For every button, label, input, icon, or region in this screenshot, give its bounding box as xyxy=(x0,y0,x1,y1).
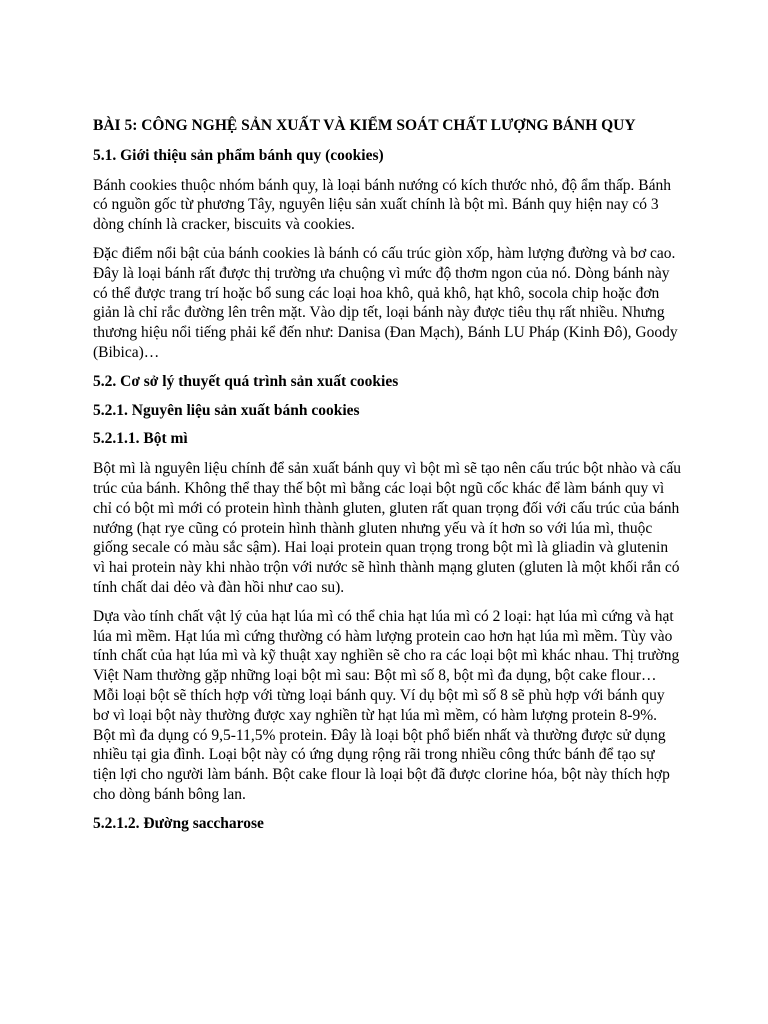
section-5-2-1-1-heading: 5.2.1.1. Bột mì xyxy=(93,430,188,448)
section-5-2-1-1-paragraph-2: Dựa vào tính chất vật lý của hạt lúa mì có thể chia hạt lúa mì có 2 loại: hạt lúa mì cứng và hạt lúa mì mềm. Hạt lúa mì cứng thường có hàm lượng protein cao hơn hạt lúa mì mềm. Tùy vào tính chất của hạt lúa mì và kỹ thuật xay nghiền sẽ cho ra các loại bột mì khác nhau. Thị trường Việt Nam thường gặp những loại bột mì sau: Bột mì số 8, bột mì đa dụng, bột cake flour… Mỗi loại bột sẽ thích hợp với từng loại bánh quy. Ví dụ bột mì số 8 sẽ phù hợp với bánh quy bơ vì loại bột này thường được xay nghiền từ hạt lúa mì mềm, có hàm lượng protein 8-9%. Bột mì đa dụng có 9,5-11,5% protein. Đây là loại bột phổ biến nhất và thường được sử dụng nhiều tại gia đình. Loại bột này có ứng dụng rộng rãi trong nhiều công thức bánh để tạo sự tiện lợi cho người làm bánh. Bột cake flour là loại bột đã được clorine hóa, bột này thích hợp cho dòng bánh bông lan. xyxy=(93,607,680,803)
section-5-1-paragraph-2: Đặc điểm nổi bật của bánh cookies là bánh có cấu trúc giòn xốp, hàm lượng đường và bơ cao. Đây là loại bánh rất được thị trường ưa chuộng vì mức độ thơm ngon của nó. Dòng bánh này có thể được trang trí hoặc bổ sung các loại hoa khô, quả khô, hạt khô, socola chip hoặc đơn giản là chỉ rắc đường lên trên mặt. Vào dịp tết, loại bánh này được tiêu thụ rất nhiều. Nhưng thương hiệu nổi tiếng phải kể đến như: Danisa (Đan Mạch), Bánh LU Pháp (Kinh Đô), Goody (Bibica)… xyxy=(93,244,678,361)
section-5-2-1-2-heading: 5.2.1.2. Đường saccharose xyxy=(93,814,264,832)
section-5-2-heading: 5.2. Cơ sở lý thuyết quá trình sản xuất cookies xyxy=(93,372,399,390)
section-5-1-paragraph-1: Bánh cookies thuộc nhóm bánh quy, là loại bánh nướng có kích thước nhỏ, độ ẩm thấp. Bánh có nguồn gốc từ phương Tây, nguyên liệu sản xuất chính là bột mì. Bánh quy hiện nay có 3 dòng chính là cracker, biscuits và cookies. xyxy=(93,176,672,234)
section-5-1-heading: 5.1. Giới thiệu sản phẩm bánh quy (cookies) xyxy=(93,146,384,164)
section-5-2-1-1-paragraph-1: Bột mì là nguyên liệu chính để sản xuất bánh quy vì bột mì sẽ tạo nên cấu trúc bột nhào và cấu trúc của bánh. Không thể thay thế bột mì bằng các loại bột ngũ cốc khác để làm bánh quy vì chỉ có bột mì mới có protein hình thành gluten, gluten rất quan trọng đối với cấu trúc của bánh nướng (hạt rye cũng có protein hình thành gluten nhưng yếu và ít hơn so với lúa mì, thuộc giống secale có màu sắc sậm). Hai loại protein quan trọng trong bột mì là gliadin và glutenin vì hai protein này khi nhào trộn với nước sẽ hình thành mạng gluten (gluten là một khối rắn có tính chất dai dẻo và đàn hồi như cao su). xyxy=(93,460,681,596)
section-5-2-1-heading: 5.2.1. Nguyên liệu sản xuất bánh cookies xyxy=(93,401,360,419)
document-title: BÀI 5: CÔNG NGHỆ SẢN XUẤT VÀ KIỂM SOÁT CHẤT LƯỢNG BÁNH QUY xyxy=(93,117,636,134)
document-page xyxy=(93,116,681,843)
